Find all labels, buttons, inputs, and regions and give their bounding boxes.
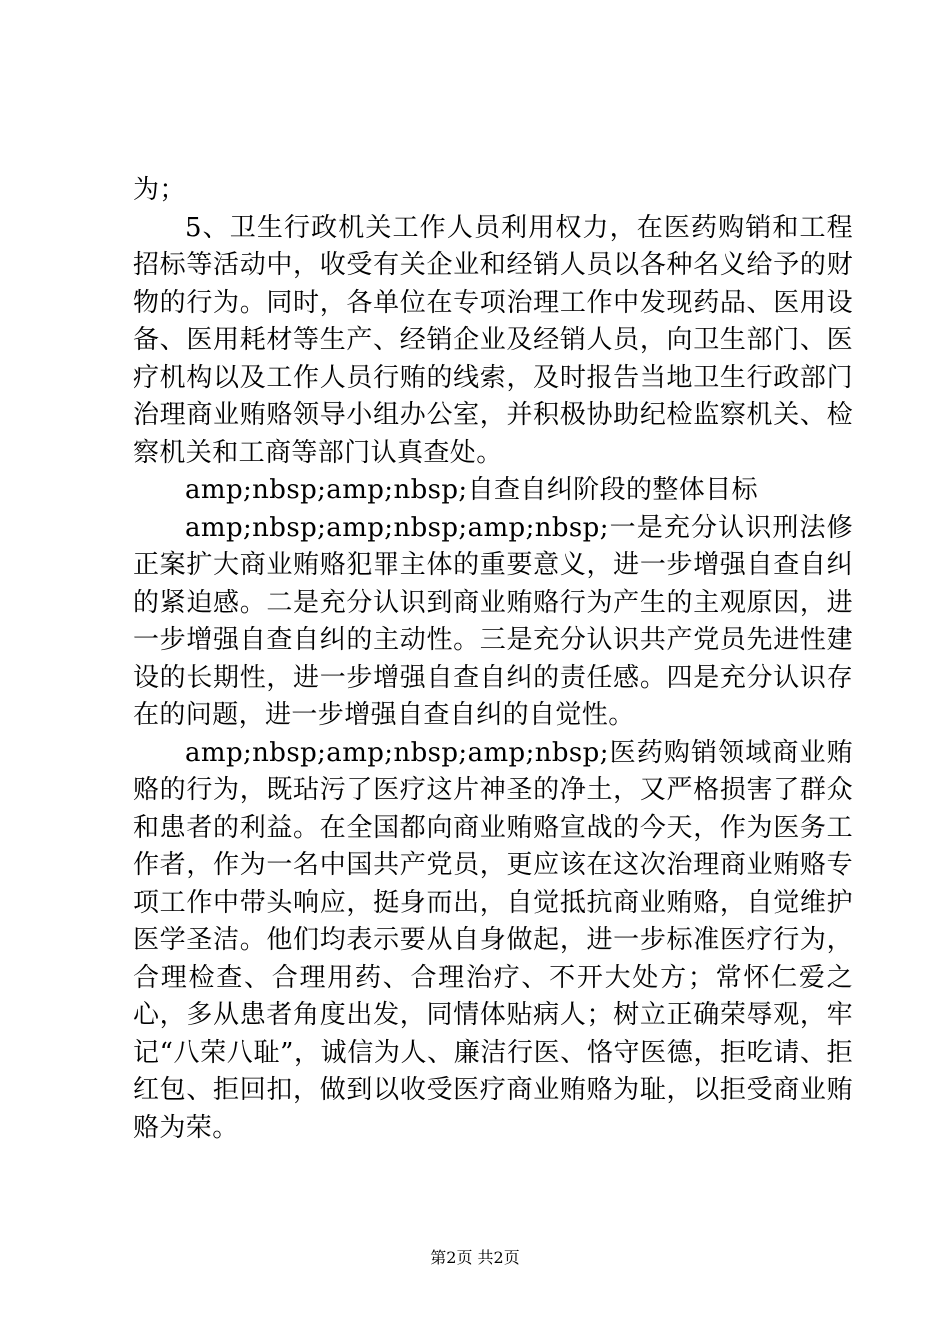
paragraph-goals: amp;nbsp;amp;nbsp;amp;nbsp;一是充分认识刑法修正案扩大商业贿赂犯罪主体的重要意义，进一步增强自查自纠的紧迫感。二是充分认识到商业贿赂行为产生的主观原因，进一步增强自查自纠的主动性。三是充分认识共产党员先进性建设的长期性，进一步增强自查自纠的责任感。四是充分认识存在的问题，进一步增强自查自纠的自觉性。 [133, 512, 853, 730]
paragraph-continuation: 为； [133, 175, 186, 205]
paragraph-heading-goal: amp;nbsp;amp;nbsp;自查自纠阶段的整体目标 [185, 475, 758, 505]
paragraph-conclusion: amp;nbsp;amp;nbsp;amp;nbsp;医药购销领域商业贿赂的行为，既玷污了医疗这片神圣的净土，又严格损害了群众和患者的利益。在全国都向商业贿赂宣战的今天，作为医务工作者，作为一名中国共产党员，更应该在这次治理商业贿赂专项工作中带头响应，挺身而出，自觉抵抗商业贿赂，自觉维护医学圣洁。他们均表示要从自身做起，进一步标准医疗行为，合理检查、合理用药、合理治疗、不开大处方；常怀仁爱之心，多从患者角度出发，同情体贴病人；树立正确荣辱观，牢记“八荣八耻”，诚信为人、廉洁行医、恪守医德，拒吃请、拒红包、拒回扣，做到以收受医疗商业贿赂为耻，以拒受商业贿赂为荣。 [133, 737, 853, 1143]
page-number-footer: 第2页 共2页 [430, 1248, 520, 1267]
document-body [133, 172, 853, 1147]
paragraph-item-5: 5、卫生行政机关工作人员利用权力，在医药购销和工程招标等活动中，收受有关企业和经销人员以各种名义给予的财物的行为。同时，各单位在专项治理工作中发现药品、医用设备、医用耗材等生产、经销企业及经销人员，向卫生部门、医疗机构以及工作人员行贿的线索，及时报告当地卫生行政部门治理商业贿赂领导小组办公室，并积极协助纪检监察机关、检察机关和工商等部门认真查处。 [133, 212, 853, 468]
